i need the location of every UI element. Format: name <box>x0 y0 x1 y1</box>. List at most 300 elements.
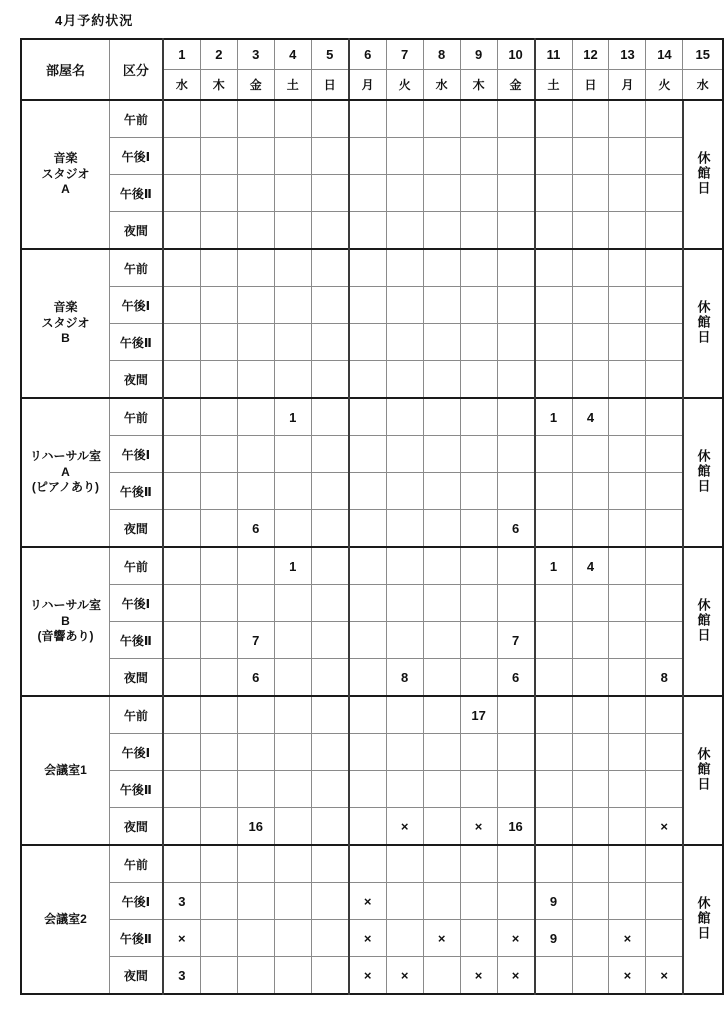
reservation-cell <box>349 175 386 212</box>
reservation-cell <box>237 436 274 473</box>
reservation-cell <box>274 249 311 287</box>
reservation-cell <box>423 696 460 734</box>
reservation-cell <box>200 920 237 957</box>
slot-row <box>21 771 723 808</box>
reservation-cell <box>163 771 200 808</box>
reservation-cell <box>349 398 386 436</box>
reservation-cell <box>163 585 200 622</box>
reservation-cell <box>163 808 200 846</box>
reservation-cell <box>497 324 534 361</box>
reservation-cell <box>460 473 497 510</box>
slot-label-cell: 午前 <box>109 249 162 287</box>
page-title: 4月予約状況 <box>55 13 134 28</box>
reservation-cell <box>497 473 534 510</box>
reservation-cell <box>349 585 386 622</box>
day-of-week-header: 月 <box>349 70 386 101</box>
reservation-cell <box>423 622 460 659</box>
slot-row <box>21 510 723 548</box>
reservation-cell <box>572 622 609 659</box>
reservation-cell <box>423 249 460 287</box>
reservation-cell <box>535 361 572 399</box>
reservation-cell <box>274 845 311 883</box>
reservation-cell <box>237 324 274 361</box>
reservation-cell <box>200 212 237 250</box>
closed-day-label: 休館日 <box>695 150 711 196</box>
reservation-cell: 6 <box>237 510 274 548</box>
reservation-cell <box>535 175 572 212</box>
reservation-cell <box>572 957 609 995</box>
reservation-cell <box>163 212 200 250</box>
reservation-cell <box>535 659 572 697</box>
reservation-cell <box>460 585 497 622</box>
reservation-cell <box>386 100 423 138</box>
reservation-cell <box>460 845 497 883</box>
day-of-week-header: 木 <box>200 70 237 101</box>
reservation-cell <box>535 585 572 622</box>
reservation-cell <box>609 175 646 212</box>
day-of-week-header: 土 <box>535 70 572 101</box>
reservation-cell <box>646 287 683 324</box>
reservation-cell <box>200 845 237 883</box>
reservation-cell <box>460 510 497 548</box>
reservation-cell <box>311 585 348 622</box>
reservation-cell: 8 <box>386 659 423 697</box>
reservation-cell <box>535 138 572 175</box>
reservation-cell: 9 <box>535 883 572 920</box>
reservation-cell <box>200 361 237 399</box>
room-name-line: A <box>61 464 70 479</box>
reservation-cell <box>646 361 683 399</box>
reservation-cell <box>200 175 237 212</box>
slot-row <box>21 324 723 361</box>
reservation-cell <box>311 883 348 920</box>
reservation-cell <box>572 696 609 734</box>
reservation-cell <box>460 622 497 659</box>
reservation-cell <box>423 883 460 920</box>
reservation-cell: × <box>609 957 646 995</box>
reservation-cell <box>274 696 311 734</box>
reservation-cell <box>497 249 534 287</box>
reservation-cell <box>572 436 609 473</box>
reservation-cell <box>646 398 683 436</box>
reservation-cell <box>535 212 572 250</box>
reservation-cell <box>386 324 423 361</box>
slot-label-cell: 夜間 <box>109 510 162 548</box>
reservation-cell: × <box>609 920 646 957</box>
reservation-cell <box>237 771 274 808</box>
reservation-cell <box>274 920 311 957</box>
reservation-cell <box>386 845 423 883</box>
reservation-cell <box>497 287 534 324</box>
slot-row <box>21 585 723 622</box>
reservation-cell <box>237 361 274 399</box>
reservation-cell: 1 <box>274 398 311 436</box>
day-number-header: 3 <box>237 39 274 70</box>
reservation-cell <box>349 771 386 808</box>
reservation-cell <box>311 696 348 734</box>
reservation-cell <box>200 883 237 920</box>
reservation-cell <box>609 585 646 622</box>
reservation-cell <box>609 324 646 361</box>
closed-day-cell <box>683 845 723 994</box>
reservation-cell <box>349 622 386 659</box>
slot-label-cell: 午前 <box>109 845 162 883</box>
reservation-cell <box>497 547 534 585</box>
day-number-header: 2 <box>200 39 237 70</box>
reservation-cell <box>311 734 348 771</box>
reservation-cell <box>200 287 237 324</box>
reservation-cell <box>535 473 572 510</box>
header-row-day-numbers <box>21 39 723 70</box>
reservation-cell <box>311 920 348 957</box>
reservation-cell <box>460 734 497 771</box>
reservation-cell <box>200 138 237 175</box>
reservation-cell <box>311 398 348 436</box>
reservation-cell <box>535 845 572 883</box>
reservation-cell <box>311 212 348 250</box>
reservation-cell <box>163 547 200 585</box>
reservation-cell <box>646 212 683 250</box>
slot-label-cell: 夜間 <box>109 212 162 250</box>
reservation-cell: × <box>349 957 386 995</box>
reservation-cell <box>535 771 572 808</box>
reservation-cell <box>311 547 348 585</box>
reservation-cell <box>386 473 423 510</box>
reservation-cell <box>349 138 386 175</box>
reservation-cell <box>646 622 683 659</box>
day-of-week-header: 日 <box>572 70 609 101</box>
reservation-cell <box>386 287 423 324</box>
closed-day-label: 休館日 <box>695 448 711 494</box>
reservation-cell <box>423 585 460 622</box>
room-name-line: B <box>61 613 70 628</box>
room-name-line: 会議室2 <box>44 911 87 926</box>
closed-day-label: 休館日 <box>695 746 711 792</box>
reservation-cell <box>163 398 200 436</box>
reservation-cell <box>274 138 311 175</box>
reservation-cell <box>386 771 423 808</box>
reservation-cell: 16 <box>237 808 274 846</box>
reservation-cell <box>274 510 311 548</box>
division-header: 区分 <box>109 39 162 100</box>
room-name-line: (音響あり) <box>37 629 94 644</box>
reservation-cell <box>349 100 386 138</box>
reservation-cell <box>274 622 311 659</box>
reservation-cell <box>349 845 386 883</box>
reservation-cell <box>572 324 609 361</box>
day-number-header: 14 <box>646 39 683 70</box>
reservation-cell: 4 <box>572 547 609 585</box>
day-of-week-header: 木 <box>460 70 497 101</box>
reservation-cell <box>497 212 534 250</box>
slot-row <box>21 175 723 212</box>
reservation-cell <box>646 845 683 883</box>
reservation-cell <box>311 473 348 510</box>
reservation-cell <box>349 734 386 771</box>
day-number-header: 10 <box>497 39 534 70</box>
slot-row <box>21 845 723 883</box>
reservation-cell <box>311 287 348 324</box>
reservation-cell <box>163 287 200 324</box>
reservation-cell <box>460 287 497 324</box>
reservation-cell <box>163 696 200 734</box>
reservation-cell <box>609 249 646 287</box>
day-number-header: 6 <box>349 39 386 70</box>
reservation-cell <box>535 436 572 473</box>
reservation-cell <box>200 249 237 287</box>
reservation-cell <box>460 436 497 473</box>
day-of-week-header: 金 <box>237 70 274 101</box>
reservation-cell <box>609 808 646 846</box>
reservation-cell <box>423 771 460 808</box>
reservation-cell <box>535 249 572 287</box>
reservation-cell <box>237 845 274 883</box>
slot-row <box>21 659 723 697</box>
reservation-cell <box>349 361 386 399</box>
day-number-header: 7 <box>386 39 423 70</box>
slot-label-cell: 午後Ⅱ <box>109 920 162 957</box>
reservation-cell <box>311 138 348 175</box>
slot-row <box>21 436 723 473</box>
slot-row <box>21 212 723 250</box>
reservation-cell <box>646 920 683 957</box>
reservation-cell: 4 <box>572 398 609 436</box>
reservation-cell <box>163 845 200 883</box>
reservation-cell <box>609 696 646 734</box>
reservation-cell <box>535 696 572 734</box>
reservation-cell <box>609 622 646 659</box>
reservation-cell <box>349 510 386 548</box>
reservation-table <box>20 38 724 995</box>
slot-label-cell: 夜間 <box>109 361 162 399</box>
reservation-cell <box>460 920 497 957</box>
day-number-header: 5 <box>311 39 348 70</box>
slot-row <box>21 808 723 846</box>
reservation-cell <box>386 696 423 734</box>
reservation-cell <box>386 622 423 659</box>
reservation-cell <box>163 510 200 548</box>
reservation-cell <box>200 398 237 436</box>
reservation-cell <box>163 249 200 287</box>
day-of-week-header: 土 <box>274 70 311 101</box>
reservation-cell <box>200 734 237 771</box>
reservation-cell <box>497 175 534 212</box>
reservation-cell <box>423 547 460 585</box>
reservation-cell <box>423 287 460 324</box>
reservation-cell <box>497 734 534 771</box>
reservation-cell <box>609 771 646 808</box>
reservation-cell <box>646 734 683 771</box>
reservation-cell <box>163 100 200 138</box>
reservation-cell <box>609 547 646 585</box>
reservation-cell <box>349 249 386 287</box>
reservation-cell: 1 <box>535 547 572 585</box>
reservation-cell <box>237 734 274 771</box>
reservation-cell <box>460 249 497 287</box>
room-name-cell <box>21 696 109 845</box>
reservation-cell <box>237 883 274 920</box>
slot-label-cell: 午前 <box>109 696 162 734</box>
reservation-cell <box>497 100 534 138</box>
reservation-cell <box>497 361 534 399</box>
reservation-cell <box>535 808 572 846</box>
reservation-cell <box>646 883 683 920</box>
reservation-cell: × <box>386 808 423 846</box>
day-of-week-header: 火 <box>386 70 423 101</box>
reservation-cell <box>200 100 237 138</box>
slot-label-cell: 午後Ⅰ <box>109 287 162 324</box>
reservation-cell <box>535 734 572 771</box>
reservation-cell <box>646 249 683 287</box>
reservation-cell <box>311 249 348 287</box>
reservation-cell <box>163 622 200 659</box>
reservation-cell <box>200 808 237 846</box>
reservation-cell <box>386 883 423 920</box>
reservation-cell <box>386 547 423 585</box>
reservation-cell <box>386 175 423 212</box>
slot-label-cell: 午後Ⅱ <box>109 473 162 510</box>
reservation-cell <box>311 100 348 138</box>
reservation-cell <box>200 696 237 734</box>
reservation-cell <box>572 734 609 771</box>
slot-row <box>21 696 723 734</box>
closed-day-cell <box>683 249 723 398</box>
day-of-week-header: 金 <box>497 70 534 101</box>
reservation-cell <box>646 547 683 585</box>
reservation-cell <box>349 473 386 510</box>
table-body <box>21 100 723 994</box>
reservation-cell <box>497 436 534 473</box>
reservation-cell <box>646 175 683 212</box>
reservation-cell <box>572 100 609 138</box>
reservation-cell <box>423 361 460 399</box>
reservation-cell <box>646 436 683 473</box>
reservation-cell <box>460 883 497 920</box>
reservation-cell <box>274 473 311 510</box>
reservation-cell <box>386 510 423 548</box>
closed-day-label: 休館日 <box>695 895 711 941</box>
reservation-cell <box>349 324 386 361</box>
reservation-cell <box>163 175 200 212</box>
reservation-cell <box>237 957 274 995</box>
slot-row <box>21 920 723 957</box>
reservation-cell <box>200 436 237 473</box>
reservation-cell <box>572 287 609 324</box>
reservation-cell <box>349 659 386 697</box>
reservation-cell <box>274 659 311 697</box>
slot-label-cell: 午後Ⅰ <box>109 436 162 473</box>
day-number-header: 4 <box>274 39 311 70</box>
reservation-cell <box>237 473 274 510</box>
reservation-cell <box>646 100 683 138</box>
reservation-cell <box>497 883 534 920</box>
reservation-cell <box>572 212 609 250</box>
reservation-cell <box>423 473 460 510</box>
reservation-cell: 6 <box>497 510 534 548</box>
reservation-cell <box>572 138 609 175</box>
reservation-cell <box>311 659 348 697</box>
reservation-cell <box>311 808 348 846</box>
closed-day-cell <box>683 696 723 845</box>
reservation-cell <box>423 324 460 361</box>
reservation-cell <box>311 771 348 808</box>
reservation-cell: 8 <box>646 659 683 697</box>
reservation-cell <box>572 585 609 622</box>
reservation-cell <box>609 287 646 324</box>
reservation-cell <box>386 436 423 473</box>
room-name-line: 会議室1 <box>44 762 87 777</box>
reservation-cell <box>609 361 646 399</box>
reservation-cell <box>274 287 311 324</box>
reservation-cell <box>460 659 497 697</box>
reservation-cell <box>572 659 609 697</box>
reservation-cell <box>497 696 534 734</box>
reservation-cell: 6 <box>237 659 274 697</box>
reservation-cell <box>609 473 646 510</box>
reservation-cell <box>609 734 646 771</box>
reservation-cell <box>460 361 497 399</box>
reservation-cell <box>386 920 423 957</box>
reservation-cell <box>460 100 497 138</box>
reservation-cell <box>609 845 646 883</box>
room-name-line: スタジオ <box>41 166 90 181</box>
reservation-cell <box>200 585 237 622</box>
slot-label-cell: 夜間 <box>109 957 162 995</box>
reservation-cell <box>423 808 460 846</box>
reservation-cell <box>572 249 609 287</box>
day-number-header: 1 <box>163 39 200 70</box>
reservation-cell: 16 <box>497 808 534 846</box>
reservation-cell <box>237 696 274 734</box>
reservation-cell <box>609 100 646 138</box>
reservation-cell <box>535 957 572 995</box>
day-of-week-header: 月 <box>609 70 646 101</box>
reservation-cell <box>535 622 572 659</box>
closed-day-cell <box>683 398 723 547</box>
closed-day-label: 休館日 <box>695 597 711 643</box>
reservation-cell <box>274 100 311 138</box>
reservation-cell: × <box>646 957 683 995</box>
reservation-cell <box>200 957 237 995</box>
reservation-cell <box>609 212 646 250</box>
reservation-cell <box>237 212 274 250</box>
room-name-cell <box>21 100 109 249</box>
day-number-header: 11 <box>535 39 572 70</box>
reservation-cell <box>311 436 348 473</box>
day-number-header: 8 <box>423 39 460 70</box>
reservation-cell <box>163 659 200 697</box>
reservation-cell <box>535 100 572 138</box>
reservation-cell: × <box>423 920 460 957</box>
slot-row <box>21 473 723 510</box>
slot-row <box>21 883 723 920</box>
slot-row <box>21 957 723 995</box>
reservation-cell <box>386 361 423 399</box>
slot-label-cell: 午前 <box>109 547 162 585</box>
reservation-cell <box>200 473 237 510</box>
reservation-cell <box>572 361 609 399</box>
slot-label-cell: 午後Ⅱ <box>109 175 162 212</box>
reservation-cell <box>609 659 646 697</box>
reservation-cell <box>311 957 348 995</box>
reservation-cell <box>572 883 609 920</box>
reservation-cell <box>423 100 460 138</box>
room-name-header: 部屋名 <box>21 39 109 100</box>
reservation-cell <box>609 398 646 436</box>
slot-label-cell: 午前 <box>109 100 162 138</box>
slot-label-cell: 午後Ⅰ <box>109 734 162 771</box>
reservation-cell <box>646 473 683 510</box>
